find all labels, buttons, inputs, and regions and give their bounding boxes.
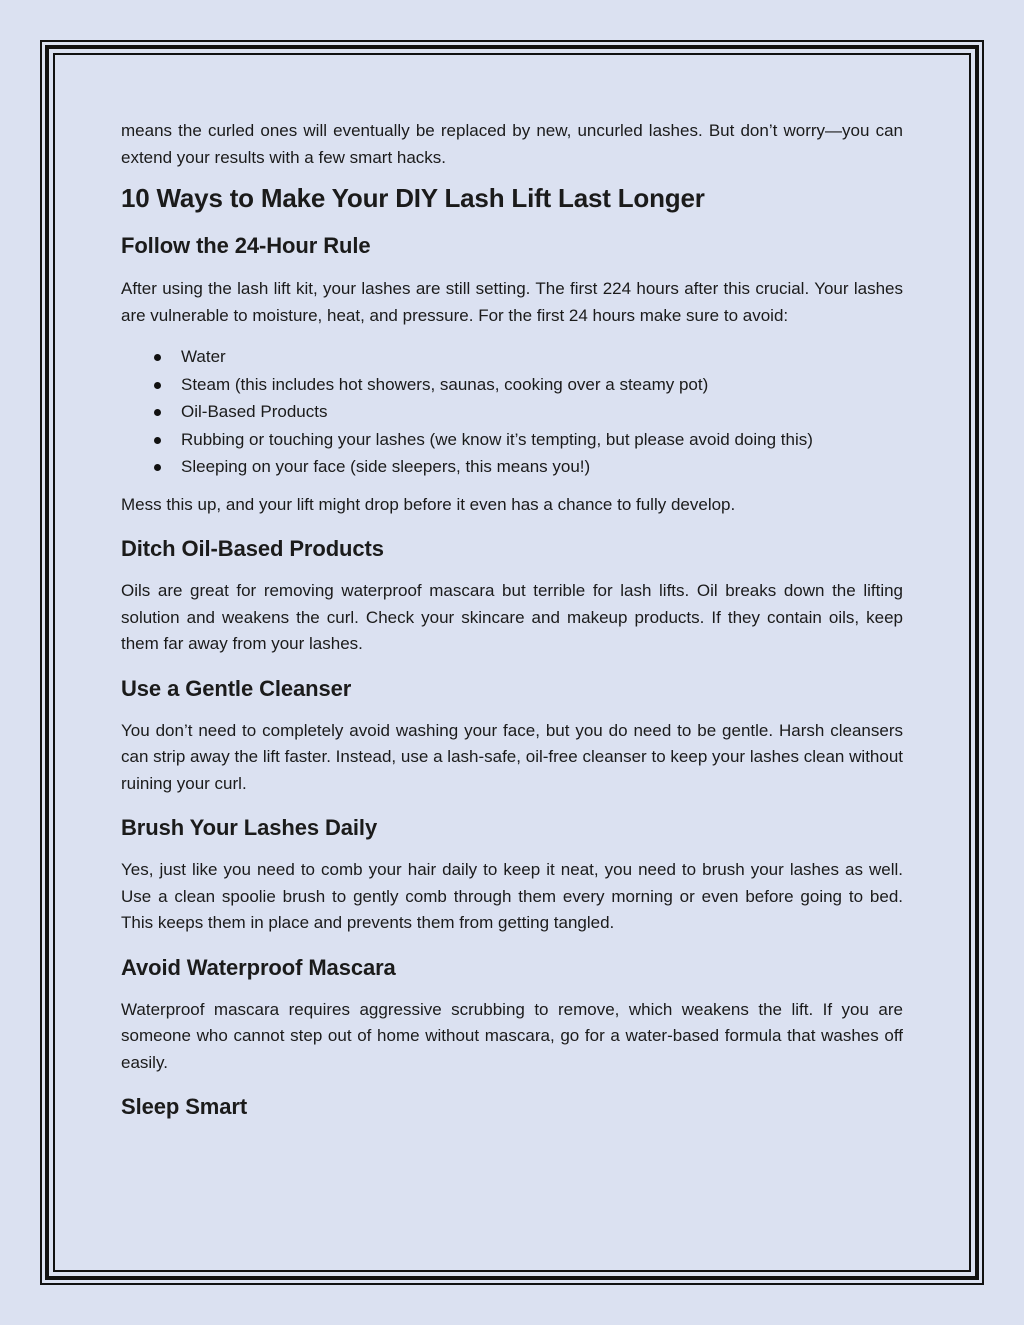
section-heading: Sleep Smart bbox=[121, 1094, 248, 1119]
document-body bbox=[121, 118, 903, 1122]
list-item: Sleeping on your face (side sleepers, this means you!) bbox=[121, 453, 903, 481]
section-heading: Brush Your Lashes Daily bbox=[121, 815, 378, 840]
list-item: Oil-Based Products bbox=[121, 398, 903, 426]
bullet-icon bbox=[154, 464, 161, 471]
bullet-icon bbox=[154, 437, 161, 444]
main-heading: 10 Ways to Make Your DIY Lash Lift Last Longer bbox=[121, 183, 705, 213]
list-item: Water bbox=[121, 343, 903, 371]
list-item: Rubbing or touching your lashes (we know it’s tempting, but please avoid doing this) bbox=[121, 426, 903, 454]
intro-paragraph: means the curled ones will eventually be replaced by new, uncurled lashes. But don’t worry—you can extend your results with a few smart hacks. bbox=[121, 121, 903, 167]
section-paragraph: Waterproof mascara requires aggressive scrubbing to remove, which weakens the lift. If you are someone who cannot step out of home without mascara, go for a water-based formula that washes off easily. bbox=[121, 999, 903, 1072]
bullet-icon bbox=[154, 354, 161, 361]
section-heading: Use a Gentle Cleanser bbox=[121, 675, 352, 701]
avoid-list bbox=[121, 343, 903, 481]
section-paragraph: After using the lash lift kit, your lashes are still setting. The first 224 hours after this crucial. Your lashes are vulnerable to moisture, heat, and pressure. For the first 24 hours make sure to avoid: bbox=[121, 279, 903, 325]
bullet-icon bbox=[154, 382, 161, 389]
section-paragraph: Oils are great for removing waterproof mascara but terrible for lash lifts. Oil breaks down the lifting solution and weakens the curl. Check your skincare and makeup products. If they contain oils, keep them far away from your lashes. bbox=[121, 581, 903, 653]
section-paragraph: Yes, just like you need to comb your hair daily to keep it neat, you need to brush your lashes as well. Use a clean spoolie brush to gently comb through them every morning or even before going to bed. This keeps them in place and prevents them from getting tangled. bbox=[121, 860, 903, 932]
bullet-icon bbox=[154, 409, 161, 416]
section-heading: Follow the 24-Hour Rule bbox=[121, 233, 371, 258]
section-heading: Avoid Waterproof Mascara bbox=[121, 954, 396, 980]
section-heading: Ditch Oil-Based Products bbox=[121, 536, 384, 561]
section-paragraph: You don’t need to completely avoid washing your face, but you do need to be gentle. Harsh cleansers can strip away the lift faster. Instead, use a lash-safe, oil-free cleanser to keep your lashes clean without ruining your curl. bbox=[121, 720, 903, 793]
list-item: Steam (this includes hot showers, saunas, cooking over a steamy pot) bbox=[121, 371, 903, 399]
section-paragraph: Mess this up, and your lift might drop before it even has a chance to fully develop. bbox=[121, 494, 736, 514]
